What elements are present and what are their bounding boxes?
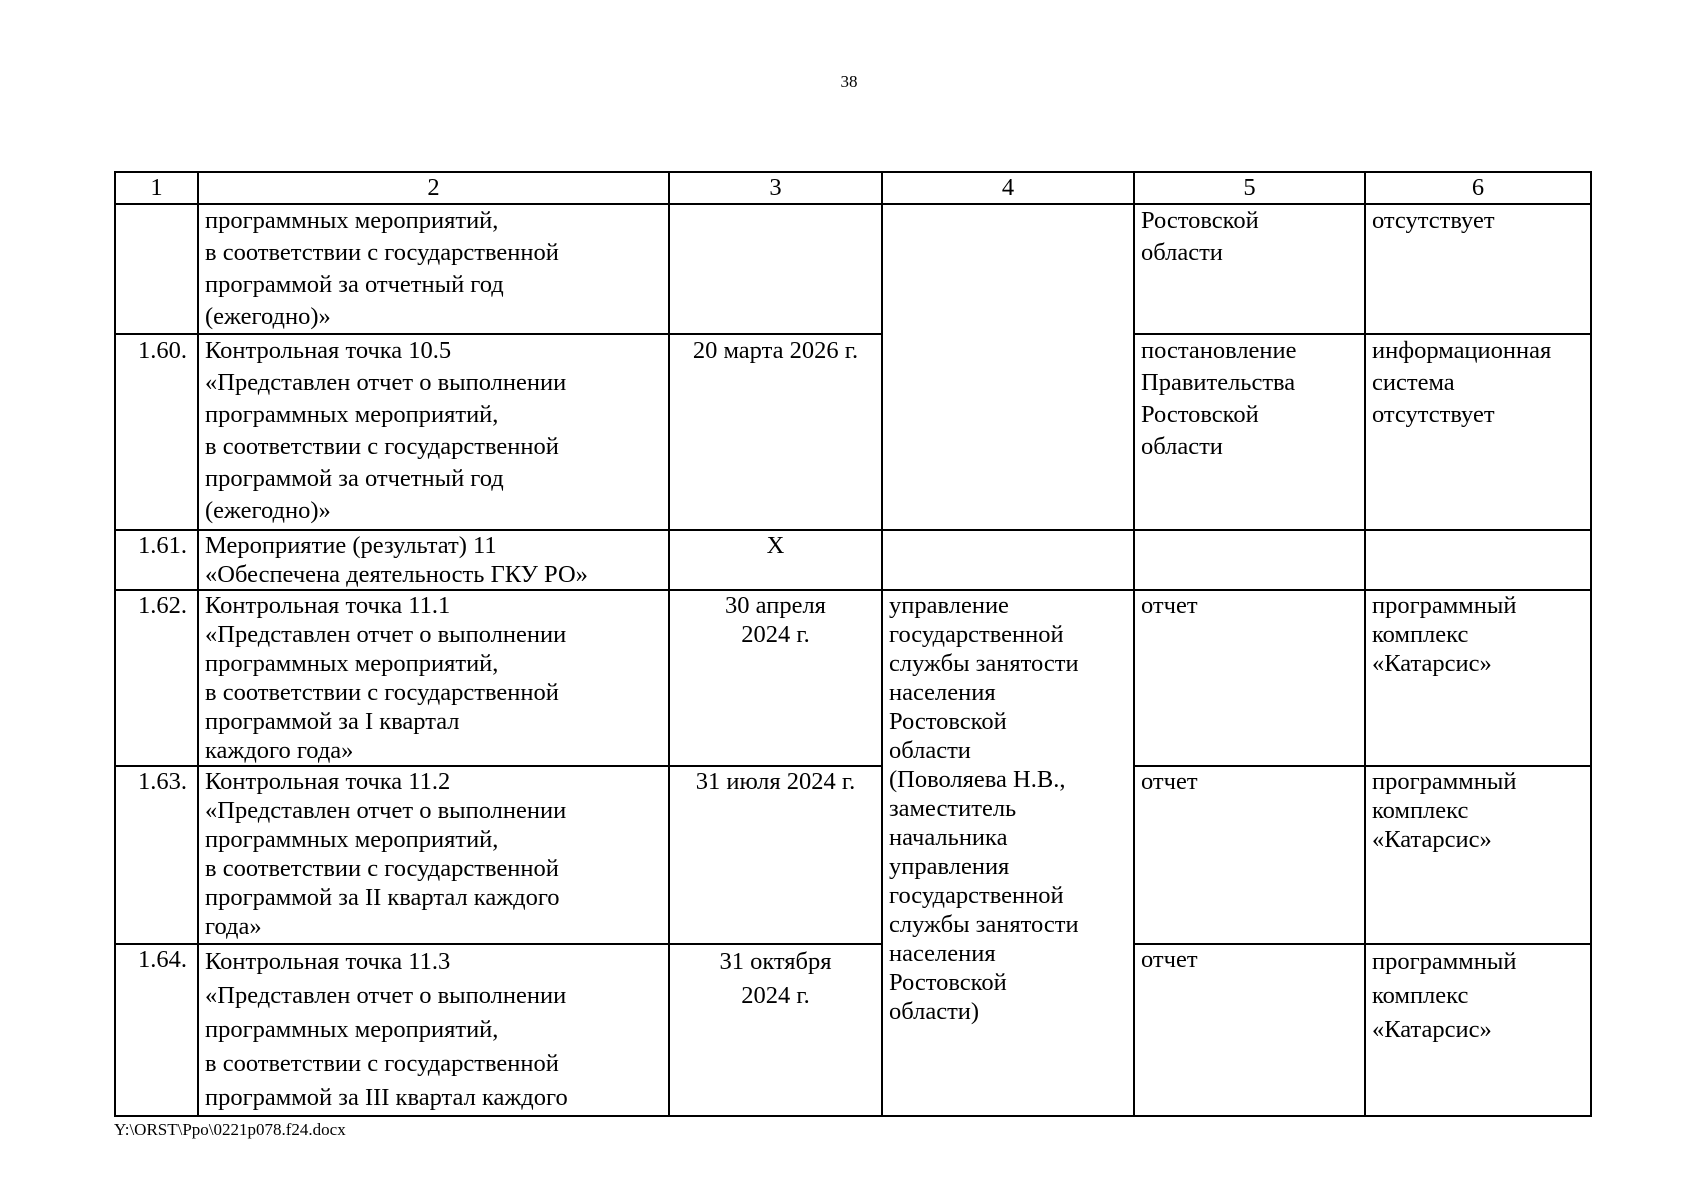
table-row <box>115 530 1591 590</box>
event-cell: Контрольная точка 11.3 «Представлен отчет о выполнении программных мероприятий, в соответствии с государственной программой за III квартал каждого <box>198 944 669 1116</box>
table-row <box>115 944 1591 1116</box>
row-number: 1.62. <box>115 590 198 766</box>
responsible-cell-empty <box>882 204 1134 530</box>
file-path-footer: Y:\ORST\Ppo\0221p078.f24.docx <box>114 1120 346 1139</box>
event-cell: Контрольная точка 10.5 «Представлен отчет о выполнении программных мероприятий, в соответствии с государственной программой за отчетный год (ежегодно)» <box>198 334 669 530</box>
document-cell <box>1134 530 1365 590</box>
control-points-table <box>114 171 1592 1117</box>
document-cell: отчет <box>1134 944 1365 1116</box>
page-number: 38 <box>840 72 858 91</box>
col-header-1: 1 <box>115 172 198 204</box>
responsible-cell: управление государственной службы занятости населения Ростовской области (Поволяева Н.В., заместитель начальника управления государственной службы занятости населения Ростовской области) <box>882 590 1134 1116</box>
system-cell: информационная система отсутствует <box>1365 334 1591 530</box>
document-cell: постановление Правительства Ростовской области <box>1134 334 1365 530</box>
document-cell: отчет <box>1134 590 1365 766</box>
system-cell: программный комплекс «Катарсис» <box>1365 590 1591 766</box>
system-cell: программный комплекс «Катарсис» <box>1365 944 1591 1116</box>
col-header-6: 6 <box>1365 172 1591 204</box>
event-cell: программных мероприятий, в соответствии с государственной программой за отчетный год (ежегодно)» <box>198 204 669 334</box>
event-cell: Контрольная точка 11.2 «Представлен отчет о выполнении программных мероприятий, в соответствии с государственной программой за II квартал каждого года» <box>198 766 669 944</box>
row-number: 1.64. <box>115 944 198 1116</box>
responsible-cell <box>882 530 1134 590</box>
document-cell: отчет <box>1134 766 1365 944</box>
date-cell: 30 апреля 2024 г. <box>669 590 882 766</box>
row-number: 1.60. <box>115 334 198 530</box>
system-cell: программный комплекс «Катарсис» <box>1365 766 1591 944</box>
col-header-2: 2 <box>198 172 669 204</box>
event-cell: Контрольная точка 11.1 «Представлен отчет о выполнении программных мероприятий, в соответствии с государственной программой за I квартал каждого года» <box>198 590 669 766</box>
date-cell: 31 октября 2024 г. <box>669 944 882 1116</box>
table-row <box>115 334 1591 530</box>
row-number <box>115 204 198 334</box>
table-row <box>115 766 1591 944</box>
row-number: 1.61. <box>115 530 198 590</box>
table-row <box>115 590 1591 766</box>
date-cell: Х <box>669 530 882 590</box>
col-header-5: 5 <box>1134 172 1365 204</box>
col-header-4: 4 <box>882 172 1134 204</box>
system-cell: отсутствует <box>1365 204 1591 334</box>
header-row <box>115 172 1591 204</box>
col-header-3: 3 <box>669 172 882 204</box>
table-row <box>115 204 1591 334</box>
date-cell: 20 марта 2026 г. <box>669 334 882 530</box>
row-number: 1.63. <box>115 766 198 944</box>
system-cell <box>1365 530 1591 590</box>
document-cell: Ростовской области <box>1134 204 1365 334</box>
event-cell: Мероприятие (результат) 11 «Обеспечена деятельность ГКУ РО» <box>198 530 669 590</box>
date-cell <box>669 204 882 334</box>
date-cell: 31 июля 2024 г. <box>669 766 882 944</box>
